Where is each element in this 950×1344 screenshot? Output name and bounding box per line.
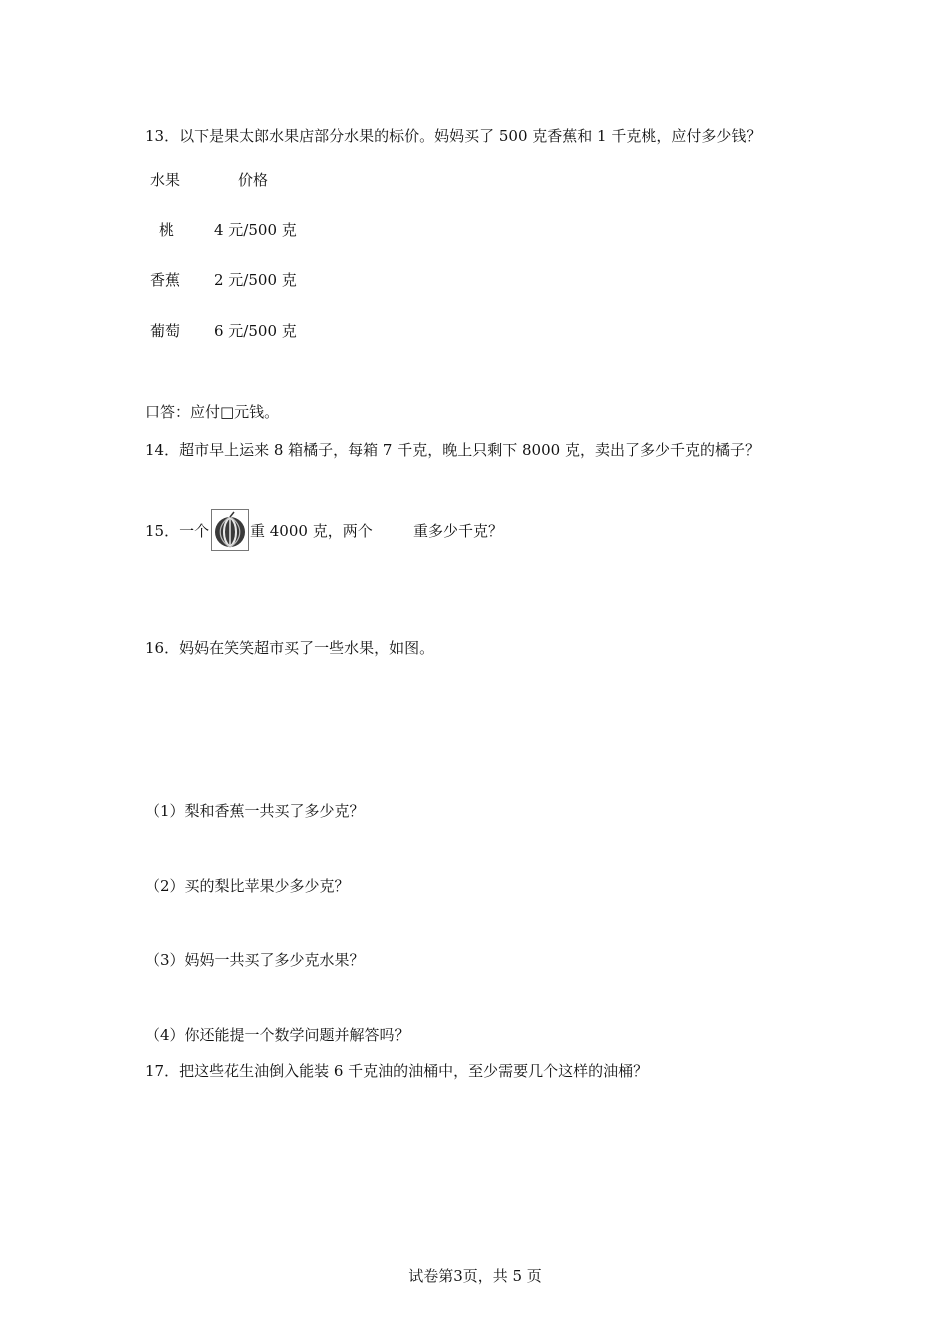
sub-question: （4）你还能提一个数学问题并解答吗？	[145, 1026, 410, 1044]
question-15-part3: 重多少千克？	[413, 522, 504, 540]
watermelon-icon	[211, 509, 249, 551]
page-footer: 试卷第3页，共 5 页	[408, 1267, 542, 1285]
table-cell-price: 6 元/500 克	[214, 322, 297, 340]
question-16-text: 16．妈妈在笑笑超市买了一些水果，如图。	[145, 639, 435, 657]
table-cell-price: 2 元/500 克	[214, 271, 297, 289]
sub-question: （2）买的梨比苹果少多少克？	[145, 877, 350, 895]
table-header-price: 价格	[238, 171, 269, 189]
table-cell-fruit: 桃	[159, 221, 175, 239]
table-cell-fruit: 香蕉	[150, 271, 181, 289]
table-cell-fruit: 葡萄	[150, 322, 181, 340]
sub-question: （3）妈妈一共买了多少克水果？	[145, 951, 365, 969]
question-13-text: 13．以下是果太郎水果店部分水果的标价。妈妈买了 500 克香蕉和 1 千克桃，应付多少钱？	[145, 127, 762, 145]
question-17-text: 17．把这些花生油倒入能装 6 千克油的油桶中，至少需要几个这样的油桶？	[145, 1062, 649, 1080]
table-header-fruit: 水果	[150, 171, 181, 189]
question-15-part1: 15．一个	[145, 522, 210, 540]
question-14-text: 14．超市早上运来 8 箱橘子，每箱 7 千克，晚上只剩下 8000 克，卖出了多少千克的橘子？	[145, 441, 760, 459]
question-15-part2: 重 4000 克，两个	[250, 522, 373, 540]
table-cell-price: 4 元/500 克	[214, 221, 297, 239]
sub-question: （1）梨和香蕉一共买了多少克？	[145, 802, 365, 820]
question-13-answer: 口答：应付□元钱。	[145, 403, 280, 421]
